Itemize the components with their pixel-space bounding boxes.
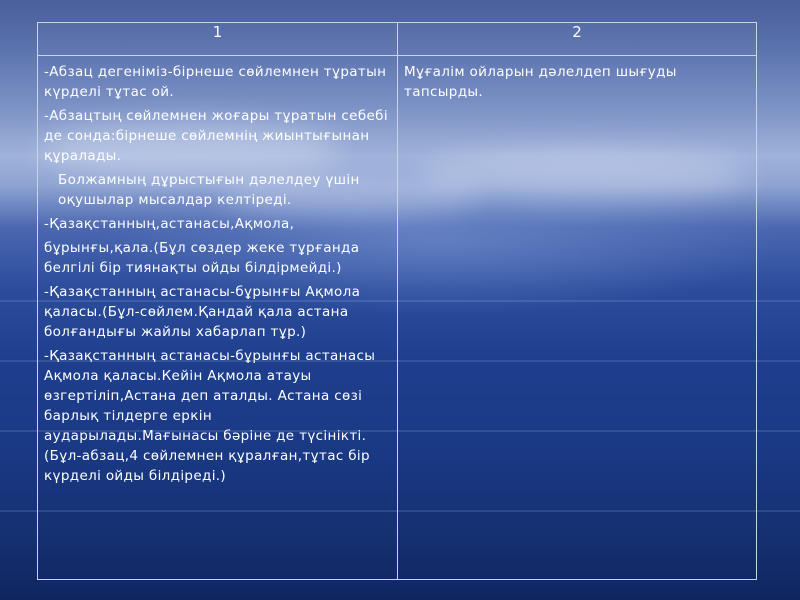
paragraph: -Қазақстанның астанасы-бұрынғы Ақмола қаласы.(Бұл-сөйлем.Қандай қала астана болғандығы жайлы хабарлап тұр.): [44, 284, 361, 340]
paragraph: бұрынғы,қала.(Бұл сөздер жеке тұрғанда белгілі бір тиянақты ойды білдірмейді.): [44, 240, 360, 276]
column-header-2: 2: [398, 23, 757, 56]
column-header-1: 1: [38, 23, 398, 56]
paragraph: Болжамның дұрыстығын дәлелдеу үшін оқушылар мысалдар келтіреді.: [58, 172, 360, 208]
paragraph: Мұғалім ойларын дәлелдеп шығуды тапсырды.: [404, 64, 677, 100]
paragraph: -Абзацтың сөйлемнен жоғары тұратын себебі де сонда:бірнеше сөйлемнің жиынтығынан құралады.: [44, 108, 388, 164]
paragraph: -Қазақстанның,астанасы,Ақмола,: [44, 216, 295, 232]
left-cell: [38, 56, 398, 580]
paragraph: -Қазақстанның астанасы-бұрынғы астанасы Ақмола қаласы.Кейін Ақмола атауы өзгертіліп,Астана деп аталды. Астана сөзі барлық тілдерге еркін аударылады.Мағынасы бәріне де түсінікті.(Бұл-абзац,4 сөйлемнен құралған,тұтас бір күрделі ойды білдіреді.): [44, 348, 376, 484]
header-row: [38, 23, 757, 56]
right-cell: [398, 56, 757, 580]
content-table: [37, 22, 757, 580]
paragraph: -Абзац дегеніміз-бірнеше сөйлемнен тұратын күрделі тұтас ой.: [44, 64, 387, 100]
content-row: [38, 56, 757, 580]
